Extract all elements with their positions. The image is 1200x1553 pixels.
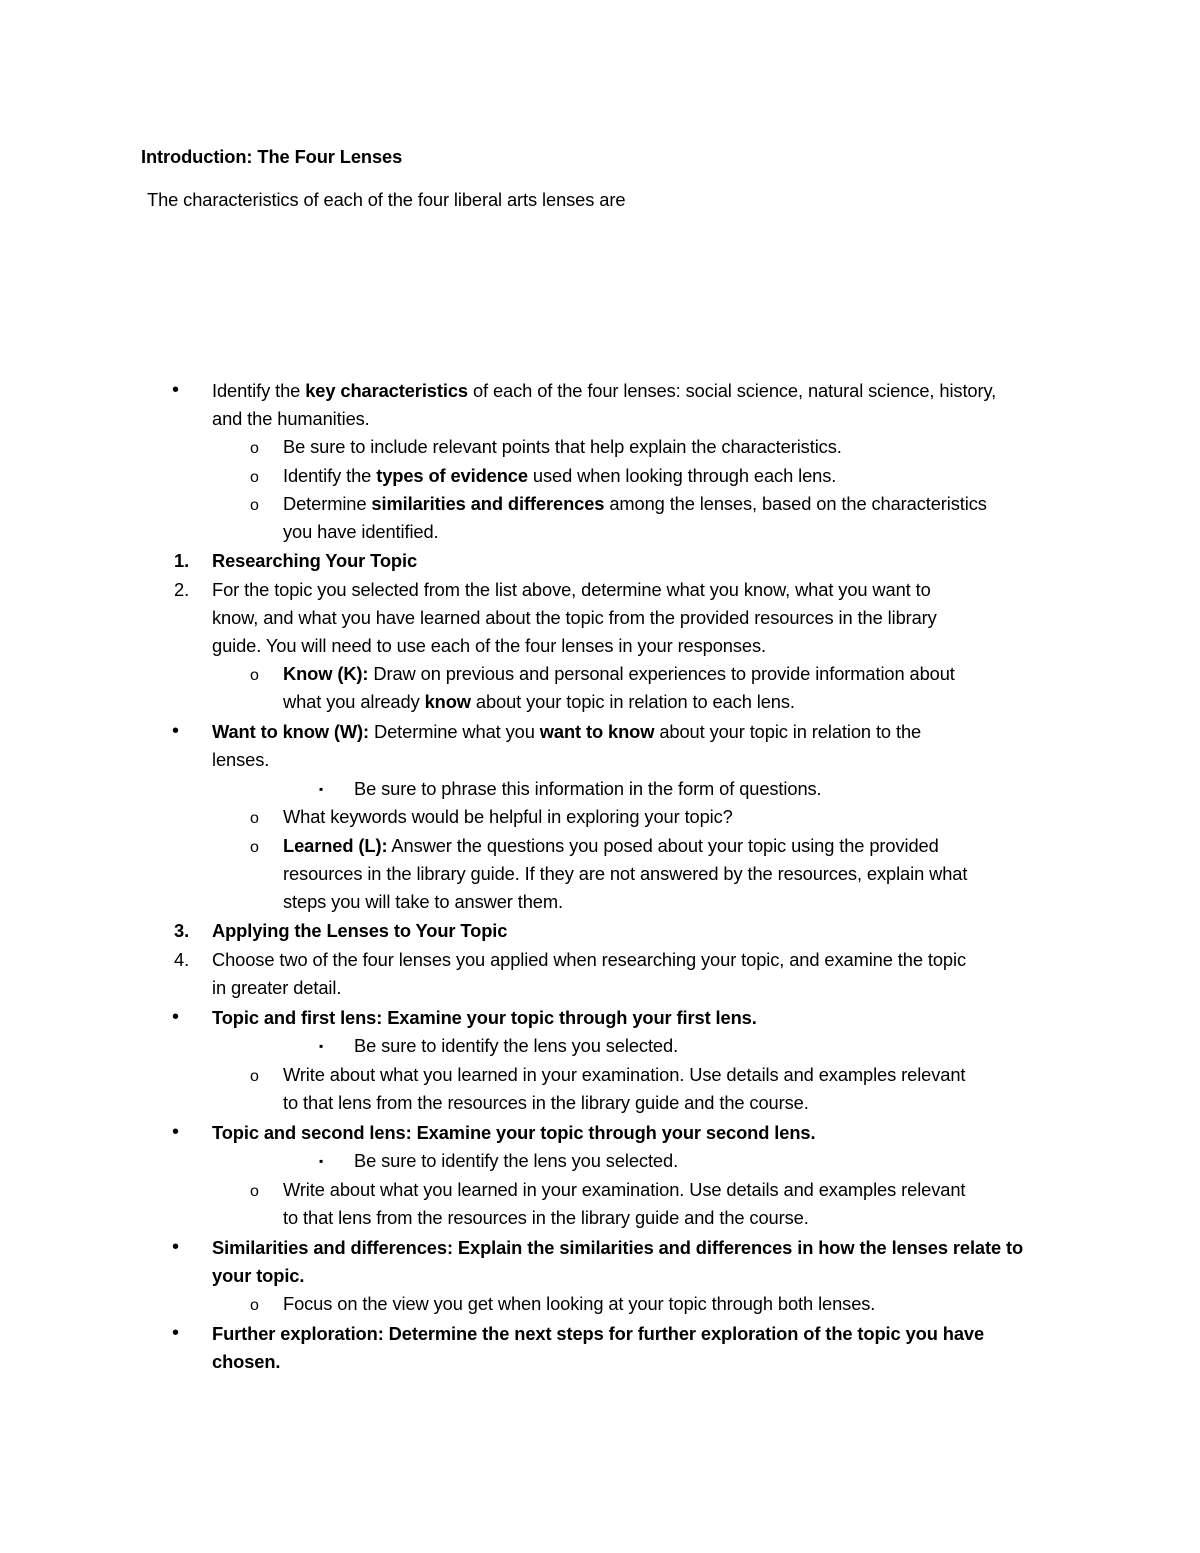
page-title: Introduction: The Four Lenses xyxy=(141,146,403,167)
sub-item-continuation: to that lens from the resources in the library guide and the course. xyxy=(283,1092,809,1113)
sub-item-write-about: Write about what you learned in your examination. Use details and examples relevant xyxy=(283,1179,966,1200)
list-item-continuation: guide. You will need to use each of the four lenses in your responses. xyxy=(212,635,766,656)
sub-item-continuation: to that lens from the resources in the library guide and the course. xyxy=(283,1207,809,1228)
sub-sub-item-identify-lens: Be sure to identify the lens you selected. xyxy=(354,1150,679,1171)
list-item-continuation: chosen. xyxy=(212,1351,281,1372)
bullet-marker: • xyxy=(172,379,180,401)
bullet-marker: • xyxy=(172,1322,180,1344)
sub-item-continuation: you have identified. xyxy=(283,521,439,542)
sub-bullet-marker: o xyxy=(250,440,259,457)
sub-bullet-marker: o xyxy=(250,497,259,514)
bullet-marker: • xyxy=(172,1236,180,1258)
number-marker: 3. xyxy=(174,920,190,941)
number-marker: 1. xyxy=(174,550,190,571)
sub-sub-item-phrase-questions: Be sure to phrase this information in the form of questions. xyxy=(354,778,822,799)
sub-item-know: Know (K): Draw on previous and personal experiences to provide information about xyxy=(283,663,955,684)
intro-text: The characteristics of each of the four liberal arts lenses are xyxy=(147,189,626,210)
list-item-key-characteristics: Identify the key characteristics of each of the four lenses: social science, natural science, history, xyxy=(212,380,997,401)
list-item-continuation: and the humanities. xyxy=(212,408,370,429)
bullet-marker: • xyxy=(172,720,180,742)
sub-sub-bullet-marker: ▪ xyxy=(319,1154,324,1168)
sub-item-continuation: steps you will take to answer them. xyxy=(283,891,563,912)
list-item-choose-two: Choose two of the four lenses you applied when researching your topic, and examine the topic xyxy=(212,949,966,970)
list-item-continuation: lenses. xyxy=(212,749,270,770)
list-item-similarities-differences: Similarities and differences: Explain the similarities and differences in how the lenses relate to xyxy=(212,1237,1024,1258)
sub-item-learned: Learned (L): Answer the questions you posed about your topic using the provided xyxy=(283,835,939,856)
sub-sub-bullet-marker: ▪ xyxy=(319,1039,324,1053)
sub-item-similarities: Determine similarities and differences among the lenses, based on the characteristics xyxy=(283,493,987,514)
bullet-marker: • xyxy=(172,1006,180,1028)
list-item-second-lens: Topic and second lens: Examine your topic through your second lens. xyxy=(212,1122,816,1143)
list-item-continuation: in greater detail. xyxy=(212,977,342,998)
sub-bullet-marker: o xyxy=(250,1183,259,1200)
sub-bullet-marker: o xyxy=(250,810,259,827)
sub-bullet-marker: o xyxy=(250,1297,259,1314)
sub-item-focus-view: Focus on the view you get when looking at your topic through both lenses. xyxy=(283,1293,876,1314)
sub-item-relevant-points: Be sure to include relevant points that help explain the characteristics. xyxy=(283,436,842,457)
number-marker: 2. xyxy=(174,579,190,600)
list-item-further-exploration: Further exploration: Determine the next steps for further exploration of the topic you have xyxy=(212,1323,985,1344)
section-heading-researching: Researching Your Topic xyxy=(212,550,418,571)
sub-sub-item-identify-lens: Be sure to identify the lens you selected. xyxy=(354,1035,679,1056)
sub-item-write-about: Write about what you learned in your examination. Use details and examples relevant xyxy=(283,1064,966,1085)
sub-sub-bullet-marker: ▪ xyxy=(319,782,324,796)
list-item-for-the-topic: For the topic you selected from the list above, determine what you know, what you want to xyxy=(212,579,931,600)
sub-bullet-marker: o xyxy=(250,839,259,856)
list-item-continuation: your topic. xyxy=(212,1265,305,1286)
sub-bullet-marker: o xyxy=(250,1068,259,1085)
list-item-first-lens: Topic and first lens: Examine your topic through your first lens. xyxy=(212,1007,757,1028)
sub-item-continuation: resources in the library guide. If they are not answered by the resources, explain what xyxy=(283,863,968,884)
sub-bullet-marker: o xyxy=(250,667,259,684)
sub-item-types-of-evidence: Identify the types of evidence used when looking through each lens. xyxy=(283,465,837,486)
bullet-marker: • xyxy=(172,1121,180,1143)
sub-item-continuation: what you already know about your topic in relation to each lens. xyxy=(283,691,795,712)
list-item-want-to-know: Want to know (W): Determine what you want to know about your topic in relation to the xyxy=(212,721,922,742)
number-marker: 4. xyxy=(174,949,190,970)
sub-item-keywords: What keywords would be helpful in exploring your topic? xyxy=(283,806,733,827)
list-item-continuation: know, and what you have learned about the topic from the provided resources in the library xyxy=(212,607,937,628)
section-heading-applying: Applying the Lenses to Your Topic xyxy=(212,920,508,941)
sub-bullet-marker: o xyxy=(250,469,259,486)
